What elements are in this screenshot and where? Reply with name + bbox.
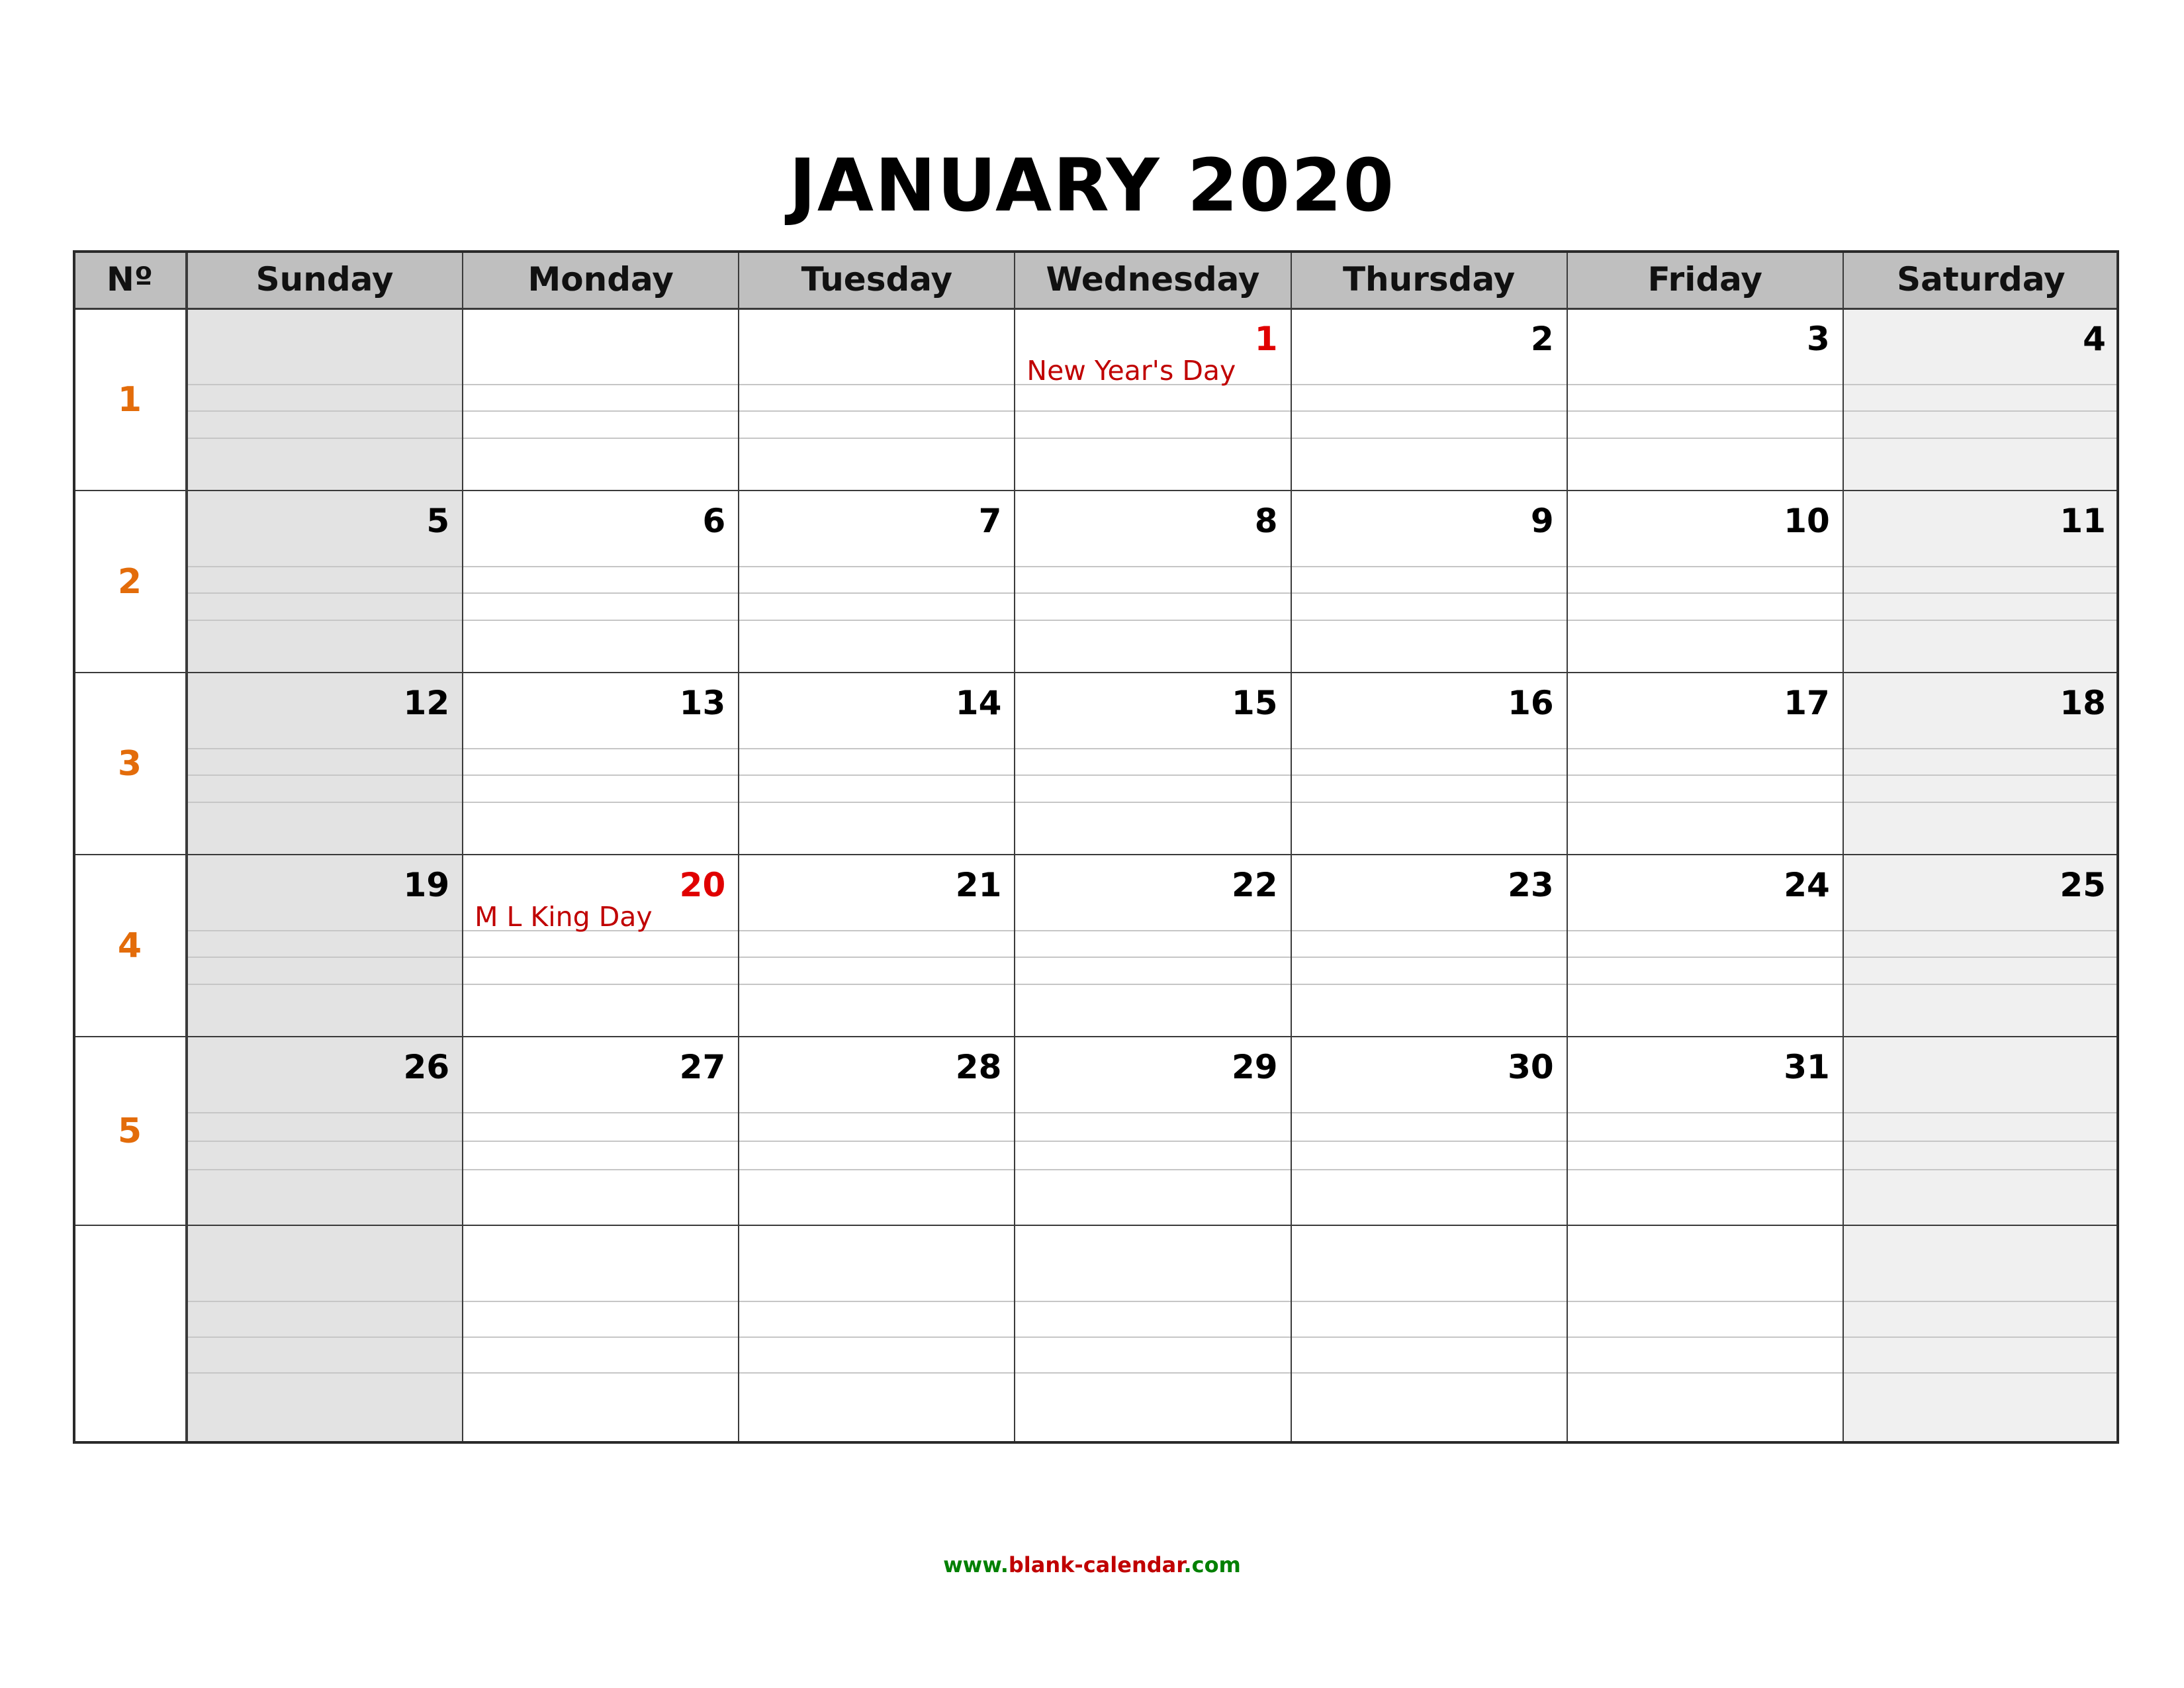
calendar-frame [73,250,2119,1444]
week-number: 2 [117,561,142,602]
footer-url-suffix: .com [1183,1552,1241,1577]
day-number: 16 [1508,684,1554,722]
day-number: 10 [1784,502,1830,540]
week-number: 3 [117,743,142,784]
day-number: 14 [955,684,1002,722]
weekday-header: Monday [463,250,739,308]
footer-url-domain: blank-calendar [1008,1552,1184,1577]
day-number: 26 [403,1048,450,1086]
weekday-header: Friday [1567,250,1843,308]
weekday-header: Saturday [1843,250,2119,308]
week-number: 1 [117,379,142,420]
day-number: 7 [978,502,1002,540]
day-number: 24 [1784,866,1830,904]
day-number: 11 [2060,502,2106,540]
day-number: 3 [1807,320,1830,358]
weekday-header: Tuesday [739,250,1015,308]
weekday-header: Thursday [1291,250,1567,308]
day-number: 4 [2083,320,2106,358]
calendar-grid [73,250,2119,1444]
day-number: 12 [403,684,450,722]
day-number: 21 [955,866,1002,904]
day-number: 23 [1508,866,1554,904]
day-number: 17 [1784,684,1830,722]
day-number: 29 [1231,1048,1278,1086]
week-number-header: Nº [73,250,187,308]
day-number: 8 [1254,502,1278,540]
day-number: 2 [1530,320,1554,358]
day-number: 28 [955,1048,1002,1086]
week-number: 4 [117,925,142,966]
day-number: 9 [1530,502,1554,540]
weekday-header: Wednesday [1015,250,1291,308]
footer-url-prefix: www. [943,1552,1009,1577]
day-number: 27 [679,1048,726,1086]
day-number: 25 [2060,866,2106,904]
weekday-header: Sunday [187,250,463,308]
holiday-label: M L King Day [475,901,653,933]
day-number: 31 [1784,1048,1830,1086]
day-number: 20 [679,866,726,904]
calendar-title: JANUARY 2020 [789,143,1395,228]
day-number: 5 [426,502,450,540]
day-number: 13 [679,684,726,722]
day-number: 30 [1508,1048,1554,1086]
day-number: 15 [1231,684,1278,722]
day-number: 6 [702,502,726,540]
day-number: 1 [1254,320,1278,358]
footer-url[interactable] [0,1549,2184,1581]
day-number: 19 [403,866,450,904]
holiday-label: New Year's Day [1026,355,1236,387]
week-number: 5 [117,1111,142,1151]
day-number: 22 [1231,866,1278,904]
day-number: 18 [2060,684,2106,722]
